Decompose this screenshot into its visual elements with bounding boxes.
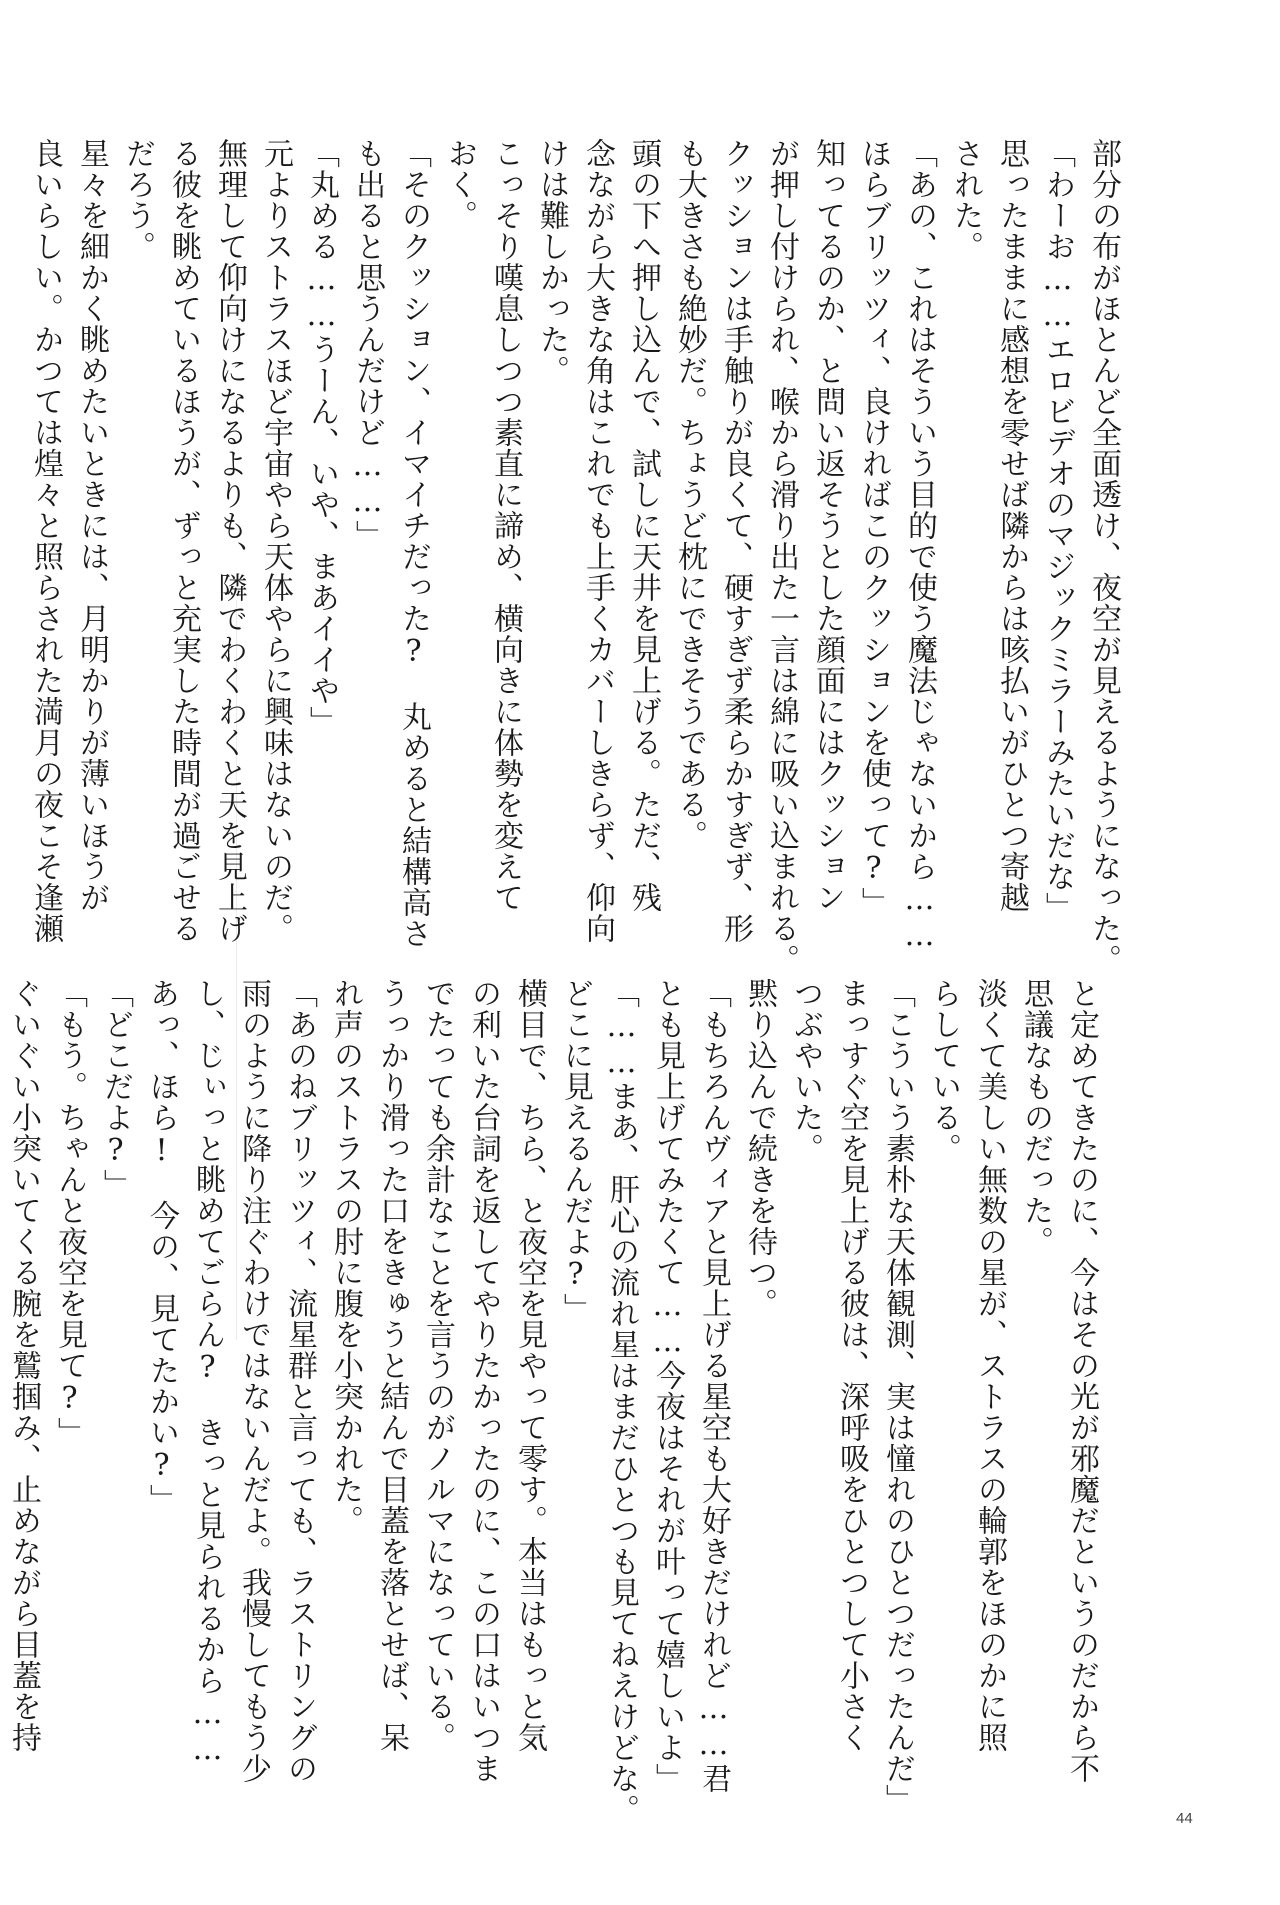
text-line: 知ってるのか、と問い返そうとした顔面にはクッション	[810, 138, 845, 913]
text-line: 星々を細かく眺めたいときには、月明かりが薄いほうが	[74, 138, 109, 913]
text-line: だろう。	[120, 138, 155, 262]
text-line: 「もう。ちゃんと夜空を見て?」	[52, 978, 87, 1448]
text-line: らしている。	[926, 978, 961, 1164]
text-column-top	[28, 138, 1126, 975]
text-line: ぐいぐい小突いてくる腕を鷲掴み、止めながら目蓋を持	[6, 978, 41, 1753]
text-line: けは難しかった。	[534, 138, 569, 386]
text-line: 部分の布がほとんど全面透け、夜空が見えるようになった。	[1086, 138, 1121, 975]
text-line: つぶやいた。	[788, 978, 823, 1164]
text-line: どこに見えるんだよ?」	[558, 978, 593, 1324]
text-line: あっ、ほら! 今の、見てたかい?」	[144, 978, 179, 1515]
text-line: の利いた台詞を返してやりたかったのに、この口はいつま	[466, 978, 501, 1784]
text-line: 「あのねブリッツィ、流星群と言っても、ラストリングの	[282, 978, 317, 1784]
text-line: おく。	[442, 138, 477, 231]
text-line: 思ったままに感想を零せば隣からは咳払いがひとつ寄越	[994, 138, 1029, 913]
page-number: 44	[1176, 1810, 1193, 1827]
text-line: れ声のストラスの肘に腹を小突かれた。	[328, 978, 363, 1536]
text-line: こっそり嘆息しつつ素直に諦め、横向きに体勢を変えて	[488, 138, 523, 913]
text-line: も大きさも絶妙だ。ちょうど枕にできそうである。	[672, 138, 707, 851]
text-line: クッションは手触りが良くて、硬すぎず柔らかすぎず、形	[718, 138, 753, 944]
text-line: 無理して仰向けになるよりも、隣でわくわくと天を見上げ	[212, 138, 247, 944]
text-line: が押し付けられ、喉から滑り出た一言は綿に吸い込まれる。	[764, 138, 799, 975]
text-line: 「どこだよ?」	[98, 978, 133, 1200]
text-line: 淡くて美しい無数の星が、ストラスの輪郭をほのかに照	[972, 978, 1007, 1753]
text-line: 「もちろんヴィアと見上げる星空も大好きだけれど……君	[696, 978, 731, 1794]
text-line: 雨のように降り注ぐわけではないんだよ。我慢してもう少	[236, 978, 271, 1784]
text-line: でたっても余計なことを言うのがノルマになっている。	[420, 978, 455, 1753]
text-line: 「丸める……うーん、いや、まあイイや」	[304, 138, 339, 737]
text-line: 「こういう素朴な天体観測、実は憧れのひとつだったんだ」	[880, 978, 915, 1815]
text-line: ほらブリッツィ、良ければこのクッションを使って?」	[856, 138, 891, 918]
text-line: とも見上げてみたくて……今夜はそれが叶って嬉しいよ」	[650, 978, 685, 1794]
text-line: 頭の下へ押し込んで、試しに天井を見上げる。ただ、残	[626, 138, 661, 913]
text-line: 「そのクッション、イマイチだった? 丸めると結構高さ	[396, 138, 431, 949]
text-line: と定めてきたのに、今はその光が邪魔だというのだから不	[1064, 978, 1099, 1784]
text-line: し、じぃっと眺めてごらん? きっと見られるから……	[190, 978, 225, 1768]
text-line: 「わーお……エロビデオのマジックミラーみたいだな」	[1040, 138, 1075, 923]
text-line: 黙り込んで続きを待つ。	[742, 978, 777, 1319]
text-line: された。	[948, 138, 983, 262]
text-line: 思議なものだった。	[1018, 978, 1053, 1257]
text-line: うっかり滑った口をきゅうと結んで目蓋を落とせば、呆	[374, 978, 409, 1753]
text-line: 良いらしい。かつては煌々と照らされた満月の夜こそ逢瀬	[28, 138, 63, 944]
text-line: 念ながら大きな角はこれでも上手くカバーしきらず、仰向	[580, 138, 615, 944]
text-line: る彼を眺めているほうが、ずっと充実した時間が過ごせる	[166, 138, 201, 944]
text-line: も出ると思うんだけど……」	[350, 138, 385, 551]
text-line: 元よりストラスほど宇宙やら天体やらに興味はないのだ。	[258, 138, 293, 944]
text-line: まっすぐ空を見上げる彼は、深呼吸をひとつして小さく	[834, 978, 869, 1753]
text-line: 「……まあ、肝心の流れ星はまだひとつも見てねえけどな。	[604, 978, 639, 1825]
text-line: 「あの、これはそういう目的で使う魔法じゃないから……	[902, 138, 937, 954]
text-column-bottom	[6, 978, 1104, 1825]
text-line: 横目で、ちら、と夜空を見やって零す。本当はもっと気	[512, 978, 547, 1753]
